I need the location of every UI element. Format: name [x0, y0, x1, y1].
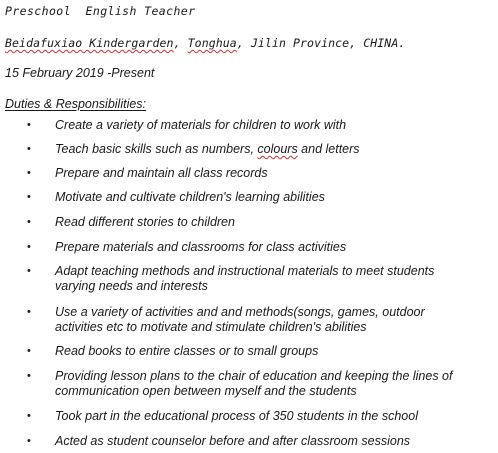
duty-text — [55, 142, 475, 157]
spelling-flagged-word: colours — [257, 142, 298, 156]
duty-text: Acted as student counselor before and after classroom sessions — [55, 434, 411, 448]
bullet-icon: • — [27, 143, 31, 155]
duty-text: Read different stories to children — [55, 215, 235, 229]
employer-separator: , — [173, 36, 188, 50]
job-title: Preschool English Teacher — [5, 4, 196, 18]
duty-text: Providing lesson plans to the chair of education and keeping the lines of communication open between myself and the students — [55, 369, 453, 398]
duty-text: Motivate and cultivate children's learning abilities — [55, 190, 325, 204]
bullet-icon: • — [27, 370, 31, 382]
bullet-icon: • — [27, 167, 31, 179]
duty-text-part: and letters — [297, 142, 360, 156]
bullet-icon: • — [27, 306, 31, 318]
employer-city: Tonghua — [187, 36, 237, 50]
bullet-icon: • — [27, 119, 31, 131]
duty-text: Use a variety of activities and and methods(songs, games, outdoor activities etc to motivate and stimulate children's abilities — [55, 305, 425, 334]
bullet-icon: • — [27, 241, 31, 253]
duty-text: Prepare and maintain all class records — [55, 166, 268, 180]
bullet-icon: • — [27, 265, 31, 277]
bullet-icon: • — [27, 345, 31, 357]
duty-text: Create a variety of materials for children to work with — [55, 118, 347, 132]
employer-region: , Jilin Province, CHINA. — [236, 36, 406, 50]
bullet-icon: • — [27, 191, 31, 203]
employer-line — [5, 36, 405, 50]
duty-text: Took part in the educational process of 350 students in the school — [55, 409, 418, 423]
bullet-icon: • — [27, 216, 31, 228]
duty-text-part: Teach basic skills such as numbers, — [55, 142, 258, 156]
duties-heading: Duties & Responsibilities: — [5, 97, 147, 111]
duty-text: Adapt teaching methods and instructional materials to meet students varying needs and interests — [55, 264, 435, 293]
employment-dates: 15 February 2019 -Present — [5, 66, 155, 80]
bullet-icon: • — [27, 410, 31, 422]
employer-school: Beidafuxiao Kindergarden — [5, 36, 174, 50]
duty-text: Read books to entire classes or to small groups — [55, 344, 319, 358]
bullet-icon: • — [27, 435, 31, 447]
duty-text: Prepare materials and classrooms for class activities — [55, 240, 347, 254]
